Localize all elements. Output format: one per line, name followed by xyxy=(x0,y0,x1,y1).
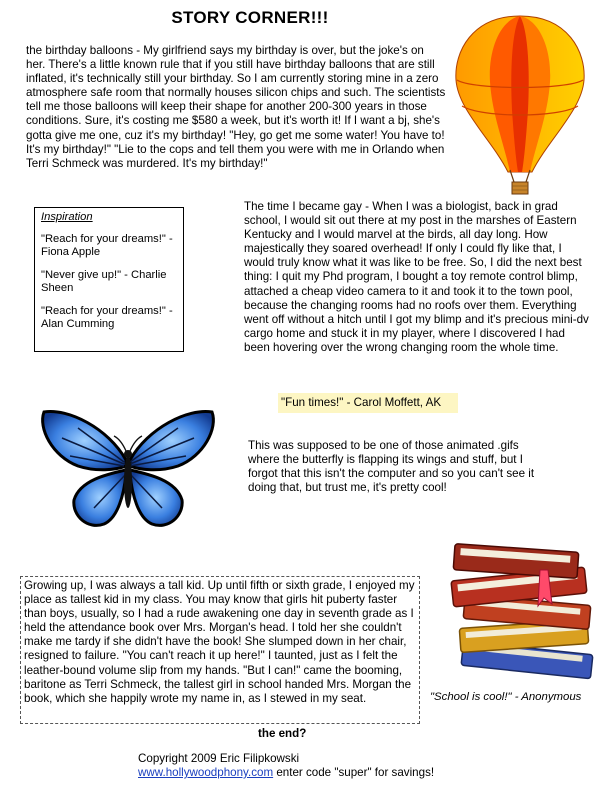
inspiration-box xyxy=(34,207,184,352)
inspiration-quote: "Reach for your dreams!" - Alan Cumming xyxy=(41,304,173,330)
the-end-text: the end? xyxy=(258,727,307,740)
birthday-balloons-story: the birthday balloons - My girlfriend says my birthday is over, but the joke's on her. There's a little known rule that if you still have birthday balloons that are still inflated, it's technically still your birthday. So I am currently storing mine in a zero atmosphere safe room that normally houses silicon chips and such. The scientists tell me those balloons will keep their shape for another 200-300 years in those conditions. Sure, it's costing me $580 a week, but it's worth it! If I want a bj, she's gotta give me one, cuz it's my birthday! "Hey, go get me some water! You have to! It's my birthday!" "Lie to the cops and tell them you were with me in Orlando when Terri Schmeck was murdered. It's my birthday!" xyxy=(26,44,446,170)
inspiration-quote: "Never give up!" - Charlie Sheen xyxy=(41,268,167,294)
footer xyxy=(138,752,434,780)
hot-air-balloon-icon xyxy=(452,10,588,200)
became-gay-story: The time I became gay - When I was a biologist, back in grad school, I would sit out there at my post in the marshes of Eastern Kentucky and I would marvel at the birds, all day long. How majestically they soared overhead! If only I could fly like that, I would truly know what it was like to be free. So, I did the next best thing: I quit my Phd program, I bought a toy remote control blimp, attached a cheap video camera to it and took it to the town pool, because the changing rooms had no roofs over them. Everything went off without a hitch until I got my blimp and it's precious mini-dv cargo home and stuck it in my player, where I discovered I had been hovering over the wrong changing room the whole time. xyxy=(244,200,589,354)
butterfly-story: This was supposed to be one of those animated .gifs where the butterfly is flapping its wings and stuff, but I forgot that this isn't the computer and so you can't see it doing that, but trust me, it's pretty cool! xyxy=(248,439,535,495)
books-caption: "School is cool!" - Anonymous xyxy=(430,691,582,703)
page-title: STORY CORNER!!! xyxy=(171,8,329,27)
copyright-text: Copyright 2009 Eric Filipkowski xyxy=(138,752,300,765)
promo-line xyxy=(138,766,434,780)
inspiration-quote: "Reach for your dreams!" - Fiona Apple xyxy=(41,232,173,258)
promo-text: enter code "super" for savings! xyxy=(273,766,435,779)
inspiration-heading: Inspiration xyxy=(41,211,93,223)
tall-kid-story: Growing up, I was always a tall kid. Up until fifth or sixth grade, I enjoyed my place as tallest kid in my class. You may know that girls hit puberty faster than boys, usually, so I had a rude awakening one day in seventh grade as I held the attendance book over Mrs. Morgan's head. I told her she couldn't make me tardy if she didn't have the book! She slumped down in her chair, resigned to failure. "You can't reach it up here!" I taunted, just as I felt the leather-bound volume slip from my hands. "But I can!" came the booming, baritone as Terri Schmeck, the tallest girl in school handed Mrs. Morgan the book, which she happily wrote my name in, as I stewed in my seat. xyxy=(20,576,420,724)
butterfly-icon xyxy=(38,408,218,532)
site-link[interactable]: www.hollywoodphony.com xyxy=(138,766,274,779)
books-icon xyxy=(444,540,610,686)
fun-times-quote: "Fun times!" - Carol Moffett, AK xyxy=(278,393,458,413)
